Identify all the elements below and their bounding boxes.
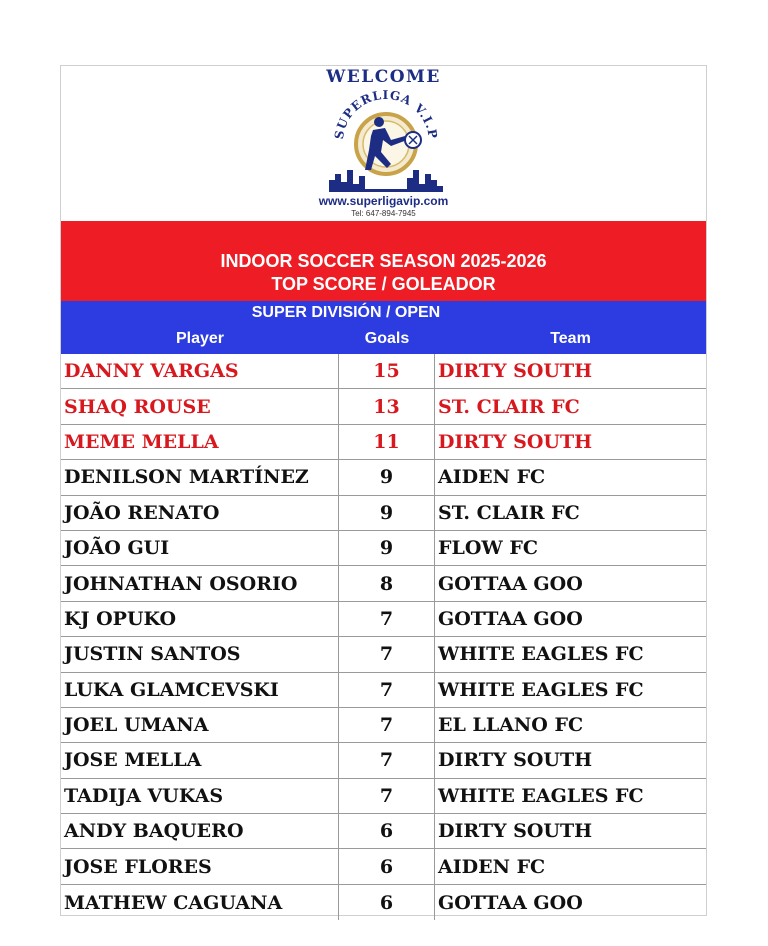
player-name-cell: TADIJA VUKAS	[61, 779, 339, 813]
player-name-cell: MATHEW CAGUANA	[61, 885, 339, 920]
team-name-cell: GOTTAA GOO	[438, 607, 583, 630]
division-banner	[61, 301, 706, 354]
player-name-cell: JOHNATHAN OSORIO	[61, 566, 339, 600]
player-name-cell: JOEL UMANA	[61, 708, 339, 742]
team-name-cell: ST. CLAIR FC	[438, 395, 580, 418]
goals-cell: 6	[339, 849, 435, 883]
table-row	[61, 566, 706, 601]
website-text: www.superligavip.com	[318, 194, 449, 208]
player-name-cell: JOÃO RENATO	[61, 496, 339, 530]
team-name-cell: DIRTY SOUTH	[438, 749, 593, 772]
column-header-player: Player	[175, 330, 225, 347]
goals-cell: 7	[339, 743, 435, 777]
team-name-cell: WHITE EAGLES FC	[438, 643, 644, 666]
goals-cell: 7	[339, 637, 435, 671]
goals-cell: 9	[339, 496, 435, 530]
goals-cell: 13	[339, 389, 435, 423]
scorers-table	[61, 354, 706, 920]
column-header-goals: Goals	[364, 330, 410, 347]
scoreboard-sheet	[60, 65, 707, 916]
team-name-cell: ST. CLAIR FC	[438, 501, 580, 524]
top-score-title: TOP SCORE / GOLEADOR	[271, 274, 496, 294]
team-name-cell: DIRTY SOUTH	[438, 820, 593, 843]
table-row	[61, 708, 706, 743]
player-name-cell: KJ OPUKO	[61, 602, 339, 636]
team-name-cell: WHITE EAGLES FC	[438, 784, 644, 807]
team-name-cell: DIRTY SOUTH	[438, 430, 593, 453]
welcome-heading: WELCOME	[326, 67, 441, 87]
team-name-cell: WHITE EAGLES FC	[438, 678, 644, 701]
player-name-cell: DENILSON MARTÍNEZ	[61, 460, 339, 494]
goals-cell: 6	[339, 814, 435, 848]
team-name-cell: FLOW FC	[438, 537, 538, 560]
goals-cell: 15	[339, 354, 435, 388]
player-name-cell: ANDY BAQUERO	[61, 814, 339, 848]
player-name-cell: DANNY VARGAS	[61, 354, 339, 388]
table-row	[61, 779, 706, 814]
goals-cell: 11	[339, 425, 435, 459]
goals-cell: 7	[339, 673, 435, 707]
division-title: SUPER DIVISIÓN / OPEN	[251, 304, 441, 321]
player-name-cell: JOÃO GUI	[61, 531, 339, 565]
table-row	[61, 849, 706, 884]
table-row	[61, 496, 706, 531]
table-row	[61, 637, 706, 672]
table-row	[61, 673, 706, 708]
table-row	[61, 531, 706, 566]
player-name-cell: SHAQ ROUSE	[61, 389, 339, 423]
table-row	[61, 602, 706, 637]
goals-cell: 9	[339, 531, 435, 565]
title-banner	[61, 221, 706, 301]
table-row	[61, 743, 706, 778]
goals-cell: 9	[339, 460, 435, 494]
table-row	[61, 460, 706, 495]
team-name-cell: DIRTY SOUTH	[438, 360, 593, 383]
player-name-cell: JUSTIN SANTOS	[61, 637, 339, 671]
table-row	[61, 814, 706, 849]
goals-cell: 7	[339, 708, 435, 742]
season-title: INDOOR SOCCER SEASON 2025-2026	[220, 251, 547, 271]
team-name-cell: AIDEN FC	[438, 466, 546, 489]
header	[61, 66, 706, 221]
goals-cell: 7	[339, 779, 435, 813]
team-name-cell: EL LLANO FC	[438, 714, 584, 737]
table-row	[61, 425, 706, 460]
team-name-cell: GOTTAA GOO	[438, 891, 583, 914]
table-row	[61, 354, 706, 389]
goals-cell: 7	[339, 602, 435, 636]
telephone-text: Tel: 647-894-7945	[351, 209, 416, 218]
player-name-cell: LUKA GLAMCEVSKI	[61, 673, 339, 707]
superliga-logo	[321, 80, 451, 200]
table-row	[61, 885, 706, 920]
player-name-cell: JOSE FLORES	[61, 849, 339, 883]
column-header-team: Team	[550, 330, 591, 347]
goals-cell: 8	[339, 566, 435, 600]
goals-cell: 6	[339, 885, 435, 920]
team-name-cell: AIDEN FC	[438, 855, 546, 878]
table-row	[61, 389, 706, 424]
player-name-cell: JOSE MELLA	[61, 743, 339, 777]
logo-arc-text: SUPERLIGA V.I.P	[331, 87, 441, 141]
team-name-cell: GOTTAA GOO	[438, 572, 583, 595]
player-name-cell: MEME MELLA	[61, 425, 339, 459]
